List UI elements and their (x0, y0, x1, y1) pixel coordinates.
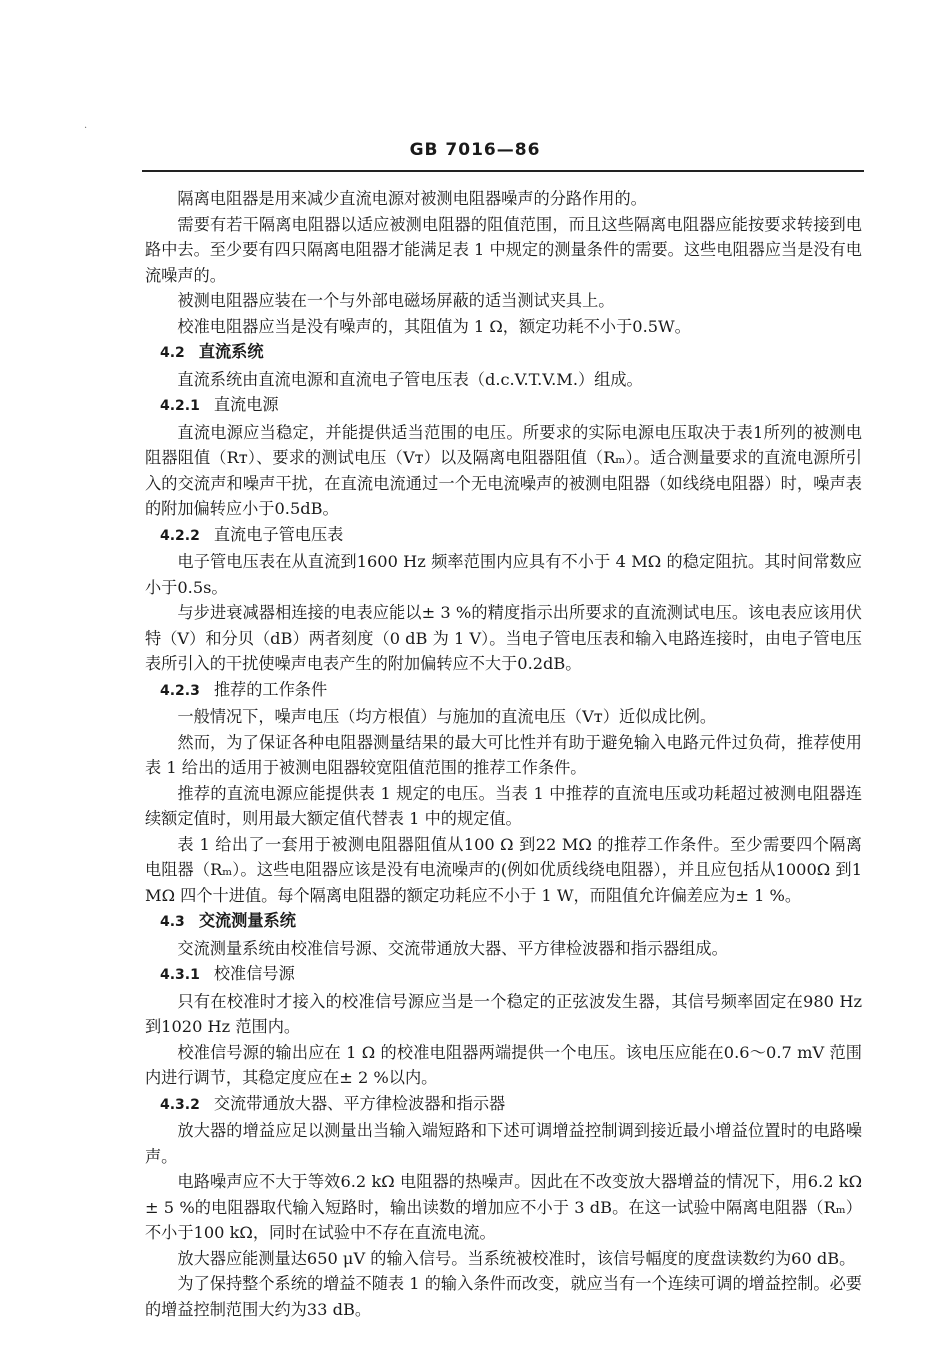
paragraph: 校准电阻器应当是没有噪声的，其阻值为 1 Ω，额定功耗不小于0.5W。 (177, 316, 691, 336)
document-body (145, 186, 862, 1322)
section-title: 直流电源 (213, 395, 279, 414)
paragraph: 交流测量系统由校准信号源、交流带通放大器、平方律检波器和指示器组成。 (177, 938, 728, 958)
section-heading (145, 961, 862, 989)
header-rule (142, 170, 864, 172)
section-number: 4.3 (160, 914, 185, 930)
paragraph: 为了保持整个系统的增益不随表 1 的输入条件而改变，就应当有一个连续可调的增益控制。必要的增益控制范围大约为33 dB。 (145, 1274, 862, 1319)
document-number-header: GB 7016—86 (409, 140, 541, 160)
section-title: 交流测量系统 (198, 911, 296, 930)
paragraph: 被测电阻器应装在一个与外部电磁场屏蔽的适当测试夹具上。 (177, 291, 615, 310)
section-heading (145, 1091, 862, 1119)
section-number: 4.2.2 (160, 527, 200, 544)
scan-speck: · (84, 123, 88, 134)
paragraph: 校准信号源的输出应在 1 Ω 的校准电阻器两端提供一个电压。该电压应能在0.6～0.7 mV 范围内进行调节，其稳定度应在± 2 %以内。 (145, 1042, 862, 1087)
section-heading (145, 677, 862, 705)
paragraph: 需要有若干隔离电阻器以适应被测电阻器的阻值范围，而且这些隔离电阻器应能按要求转接到电路中去。至少要有四只隔离电阻器才能满足表 1 中规定的测量条件的需要。这些电阻器应当是没有电流噪声的。 (145, 214, 862, 285)
paragraph: 放大器应能测量达650 μV 的输入信号。当系统被校准时，该信号幅度的度盘读数约为60 dB。 (177, 1248, 856, 1268)
section-heading (145, 522, 862, 550)
paragraph: 一般情况下，噪声电压（均方根值）与施加的直流电压（Vᴛ）近似成比例。 (177, 707, 717, 726)
paragraph: 直流系统由直流电源和直流电子管电压表（d.c.V.T.V.M.）组成。 (177, 369, 643, 389)
section-number: 4.3.2 (160, 1096, 200, 1113)
section-heading (145, 908, 862, 936)
section-title: 直流系统 (198, 342, 264, 361)
paragraph: 然而，为了保证各种电阻器测量结果的最大可比性并有助于避免输入电路元件过负荷，推荐使用表 1 给出的适用于被测电阻器较宽阻值范围的推荐工作条件。 (145, 732, 862, 777)
section-title: 直流电子管电压表 (213, 524, 344, 544)
section-number: 4.2.1 (160, 398, 200, 414)
paragraph: 电路噪声应不大于等效6.2 kΩ 电阻器的热噪声。因此在不改变放大器增益的情况下，用6.2 kΩ ± 5 %的电阻器取代输入短路时，输出读数的增加应不小于 3 dB。在这一试验中隔离电阻器（Rₘ）不小于100 kΩ，同时在试验中不存在直流电流。 (145, 1172, 862, 1242)
section-heading (145, 392, 862, 420)
paragraph: 推荐的直流电源应能提供表 1 规定的电压。当表 1 中推荐的直流电压或功耗超过被测电阻器连续额定值时，则用最大额定值代替表 1 中的规定值。 (145, 783, 862, 828)
paragraph: 与步进衰减器相连接的电表应能以± 3 %的精度指示出所要求的直流测试电压。该电表应该用伏特（V）和分贝（dB）两者刻度（0 dB 为 1 V）。当电子管电压表和输入电路连接时，由电子管电压表所引入的干扰使噪声电表产生的附加偏转应不大于0.2dB。 (145, 603, 862, 673)
section-title: 交流带通放大器、平方律检波器和指示器 (213, 1093, 506, 1113)
section-number: 4.2 (160, 345, 185, 361)
section-number: 4.3.1 (160, 967, 200, 983)
paragraph: 表 1 给出了一套用于被测电阻器阻值从100 Ω 到22 MΩ 的推荐工作条件。至少需要四个隔离电阻器（Rₘ）。这些电阻器应该是没有电流噪声的(例如优质线绕电阻器），并且应包括从1000Ω 到1 MΩ 四个十进值。每个隔离电阻器的额定功耗应不小于 1 W，而阻值允许偏差应为± 1 %。 (145, 834, 862, 905)
section-number: 4.2.3 (160, 682, 200, 699)
paragraph: 只有在校准时才接入的校准信号源应当是一个稳定的正弦波发生器，其信号频率固定在980 Hz 到1020 Hz 范围内。 (145, 991, 862, 1036)
section-title: 校准信号源 (213, 964, 295, 983)
paragraph: 电子管电压表在从直流到1600 Hz 频率范围内应具有不小于 4 MΩ 的稳定阻抗。其时间常数应小于0.5s。 (145, 552, 862, 597)
section-heading (145, 339, 862, 367)
section-title: 推荐的工作条件 (213, 679, 328, 699)
paragraph: 隔离电阻器是用来减少直流电源对被测电阻器噪声的分路作用的。 (177, 189, 647, 208)
paragraph: 放大器的增益应足以测量出当输入端短路和下述可调增益控制调到接近最小增益位置时的电路噪声。 (145, 1121, 862, 1166)
paragraph: 直流电源应当稳定，并能提供适当范围的电压。所要求的实际电源电压取决于表1所列的被测电阻器阻值（Rᴛ）、要求的测试电压（Vᴛ）以及隔离电阻器阻值（Rₘ）。适合测量要求的直流电源所引入的交流声和噪声干扰，在直流电流通过一个无电流噪声的被测电阻器（如线绕电阻器）时，噪声表的附加偏转应小于0.5dB。 (145, 422, 862, 518)
